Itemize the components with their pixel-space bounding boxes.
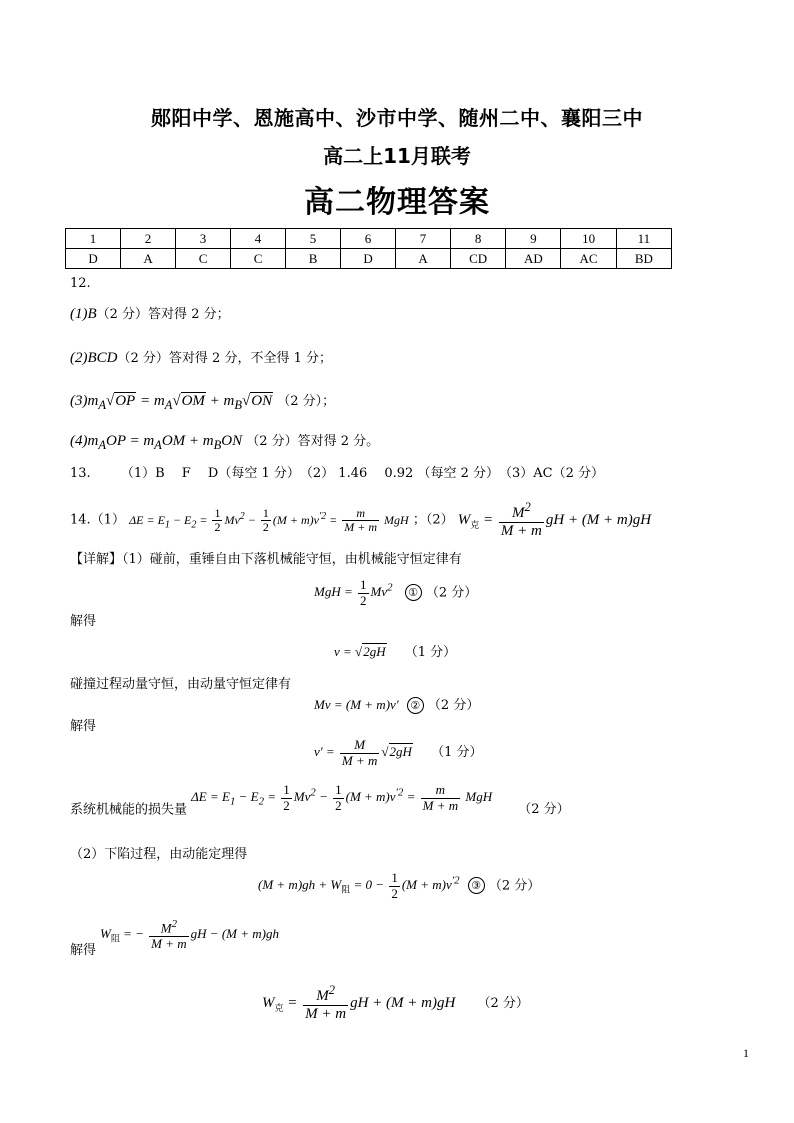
score: （2 分）: [427, 698, 480, 713]
page-title: 高二物理答案: [304, 185, 490, 220]
q12-part2: [70, 349, 332, 367]
q14-eq1: MgH = $\frac{1}{2}$ Mv$^2$ ① （2 分）: [314, 577, 478, 608]
answer-table: [65, 228, 672, 269]
circled-2: ②: [407, 697, 424, 714]
question-number: 3: [176, 229, 231, 249]
score: （2 分）: [477, 995, 529, 1011]
school-names: 郧阳中学、恩施高中、沙市中学、随州二中、襄阳三中: [151, 106, 643, 130]
q12-part1: [70, 305, 230, 323]
answer-table-answers-row: [66, 249, 672, 269]
question-number: 6: [341, 229, 396, 249]
score: （2 分）: [518, 802, 570, 818]
solve-label: 解得: [70, 614, 97, 629]
answer-cell: C: [231, 249, 286, 269]
q14-detail-heading: 【详解】（1）碰前，重锤自由下落机械能守恒，由机械能守恒定律有: [70, 552, 462, 567]
q14-part2-text: （2）下陷过程，由动能定理得: [70, 847, 248, 862]
q14-eq6: $(M + m)gh + W_阻 = 0$ − $\frac{1}{2}$ $(M + m)v^{'2}$ ③ （2 分）: [258, 870, 541, 901]
q14-eq2: v = √2gH （1 分）: [334, 644, 457, 660]
exam-name: 高二上11月联考: [323, 144, 471, 168]
answer-cell: C: [176, 249, 231, 269]
score: （1 分）: [431, 745, 483, 761]
q14-eq8: $W_克$ = $\frac{M^2}{M + m}$ gH + (M + m)gH （2 分）: [262, 983, 529, 1023]
answer-cell: AC: [561, 249, 616, 269]
q12-part4-tag: (4): [70, 433, 88, 449]
q14-eq7: $W_阻$ = − $\frac{M^2}{M + m}$ gH − (M + m)gh: [100, 918, 279, 952]
q14-label: 14.（1）: [70, 512, 125, 528]
score: （2 分）: [425, 585, 478, 601]
question-number: 8: [451, 229, 506, 249]
q13: [70, 466, 604, 482]
answer-table-numbers-row: [66, 229, 672, 249]
q12-part2-text: （2 分）答对得 2 分，不全得 1 分；: [117, 351, 332, 366]
q12-part4-text: （2 分）答对得 2 分。: [246, 434, 380, 449]
q12-part2-tag: (2)BCD: [70, 350, 118, 366]
solve-label: 解得: [70, 943, 97, 958]
answer-cell: A: [396, 249, 451, 269]
q12-label: 12.: [70, 276, 91, 291]
circled-3: ③: [468, 877, 485, 894]
question-number: 2: [121, 229, 176, 249]
q12-part3-text: （2 分）；: [277, 394, 336, 409]
q12-part1-tag: (1)B: [70, 306, 97, 322]
question-number: 4: [231, 229, 286, 249]
answer-cell: BD: [616, 249, 671, 269]
q12-part4-formula: $m_AOP = m_AOM + m_BON$: [87, 433, 243, 452]
q14-eq5: 系统机械能的损失量 $\Delta E = E_1 - E_2$ = $\frac{1}{2}$ $Mv^2$ − $\frac{1}{2}$ $(M + m)v^{'2}$ = $\frac{m}{M + m}$ MgH （2 分）: [70, 782, 570, 818]
q14-part2-label: ；（2）: [412, 512, 454, 528]
page-number: 1: [743, 1046, 749, 1060]
q12-part1-text: （2 分）答对得 2 分；: [96, 307, 230, 322]
question-number: 5: [286, 229, 341, 249]
q12-part3: [70, 392, 335, 413]
answer-cell: AD: [506, 249, 561, 269]
q13-text: （1）B F D（每空 1 分） （2） 1.46 0.92 （每空 2 分） （3）AC（2 分）: [120, 466, 604, 481]
q12-part4: [70, 432, 379, 453]
answer-cell: D: [341, 249, 396, 269]
q12-part3-tag: (3): [70, 393, 88, 409]
answer-cell: D: [66, 249, 121, 269]
question-number: 9: [506, 229, 561, 249]
question-number: 11: [616, 229, 671, 249]
question-number: 10: [561, 229, 616, 249]
q14-loss-formula: $\Delta E = E_1 - E_2$ = $\frac{1}{2}$ $Mv^2$ − $\frac{1}{2}$ $(M + m)v^{'2}$ = $\frac{m}{M + m}$ MgH: [129, 505, 409, 535]
q12-part3-formula: $m_A√OP = m_A√OM + m_B√ON$: [87, 393, 273, 412]
q14-eq4: v′ = $\frac{M}{M + m}$ √2gH （1 分）: [314, 737, 483, 768]
question-number: 1: [66, 229, 121, 249]
q14-loss-text: 系统机械能的损失量: [70, 802, 188, 818]
q14-summary: [70, 500, 651, 541]
q14-work-formula: $W_克$ = $\frac{M^2}{M + m}$ gH + (M + m)gH: [457, 500, 652, 540]
answer-cell: B: [286, 249, 341, 269]
question-number: 7: [396, 229, 451, 249]
q14-momentum-text: 碰撞过程动量守恒，由动量守恒定律有: [70, 677, 292, 692]
solve-label: 解得: [70, 719, 97, 734]
q13-label: 13.: [70, 466, 91, 481]
answer-cell: CD: [451, 249, 506, 269]
circled-1: ①: [405, 584, 422, 601]
score: （2 分）: [488, 878, 541, 894]
answer-cell: A: [121, 249, 176, 269]
score: （1 分）: [404, 645, 457, 660]
q14-eq3: Mv = (M + m)v′ ② （2 分）: [314, 697, 480, 713]
